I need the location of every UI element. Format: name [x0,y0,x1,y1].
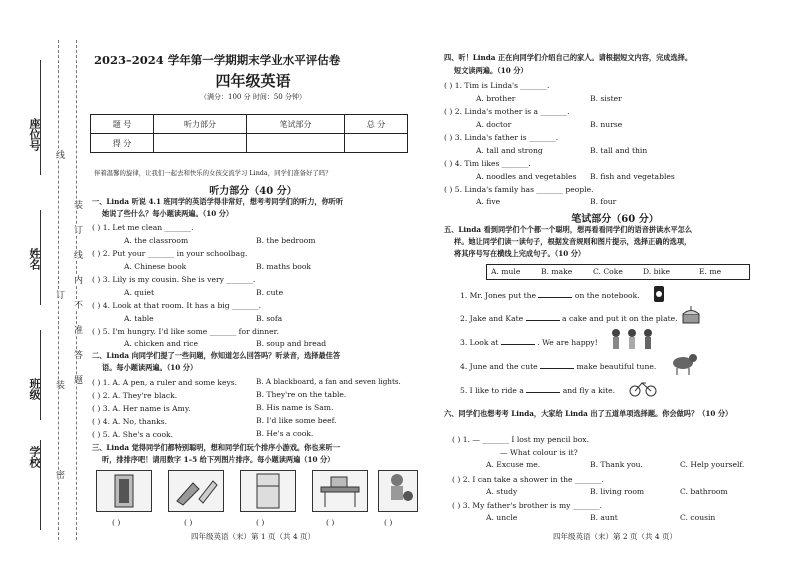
s1-q4[interactable]: ( ) 4. Look at that room. It has a big _______. [92,301,262,310]
left-page [88,0,418,561]
line-char-1: 线 [54,150,64,159]
s4-q5-a: A. five [476,197,501,206]
notice: 伴着温馨的旋律，让我们一起去和快乐的女孩交流学习 Linda，同学们准备好了吗？ [94,169,332,177]
option-d: D. bike [643,267,671,276]
line-char-3: 装 [54,380,64,389]
s5-item-2-pre: 2. Jake and Kate [460,314,524,323]
s1-q3[interactable]: ( ) 3. Lily is my cousin. She is very _______. [92,275,256,284]
picture-door [96,470,152,512]
s1-heading-2: 她说了些什么？每小题读两遍。（10 分） [102,209,234,218]
s4-q1-b: B. sister [590,94,622,103]
name-label: 姓名 [28,248,41,270]
line-char-4: 密 [54,470,64,479]
s6-heading: 六、同学们也想考考 Linda，大家给 Linda 出了五道单项选择题。你会做吗？（10 分） [444,409,733,418]
s2-q5[interactable]: ( ) 5. A. She's a cook. [92,430,174,439]
option-e: E. me [699,267,722,276]
s5-item-4-pre: 4. June and the cute [460,362,538,371]
s3-bracket-1[interactable]: ( ) [112,518,121,527]
picture-boy-ball [378,470,418,512]
s6-q2[interactable]: ( ) 2. I can take a shower in the _______. [452,475,604,484]
s4-q2[interactable]: ( ) 2. Linda's mother is a _______. [444,107,570,116]
s1-q1-b: B. the bedroom [256,236,316,245]
s4-heading-1: 四、听！Linda 正在向同学们介绍自己的家人。请根据短文内容，完成选择。 [444,53,693,62]
s5-item-3 [460,337,598,348]
s6-q1-line2: — What colour is it? [500,448,578,457]
s6-q1-b: B. Thank you. [590,460,643,469]
seat-underline [40,60,41,175]
s4-q3[interactable]: ( ) 3. Linda's father is _______. [444,133,559,142]
picture-fridge [240,470,296,512]
s4-q3-a: A. tall and strong [476,146,543,155]
s4-q1-a: A. brother [476,94,516,103]
seal-char-3: 线 [72,250,82,259]
s6-q2-c: C. bathroom [680,487,728,496]
mule-icon [668,350,698,380]
exam-title: 2023–2024 学年第一学期期末学业水平评估卷 [94,53,341,67]
option-a: A. mule [491,267,521,276]
score-head-1: 题 号 [91,115,154,134]
score-head-3: 笔试部分 [247,115,345,134]
s1-q5-a: A. chicken and rice [124,339,199,348]
s5-heading-3: 将其序号写在横线上完成句子。（10 分） [454,249,586,258]
seal-char-2: 订 [72,225,82,234]
s6-q3-a: A. uncle [486,513,518,522]
s5-item-4-post: make beautiful tune. [576,362,657,371]
listening-header: 听力部分（40 分） [209,186,297,197]
s1-q3-b: B. cute [256,288,284,297]
s6-q1-c: C. Help yourself. [680,460,745,469]
s1-q5-b: B. soup and bread [256,339,327,348]
option-box [486,264,750,280]
binding-margin [0,0,88,561]
seal-char-7: 答 [72,350,82,359]
s4-q2-b: B. nurse [590,120,623,129]
s6-q1[interactable]: ( ) 1. — _______ I lost my pencil box. [452,435,589,444]
s6-q2-b: B. living room [590,487,645,496]
class-underline [40,330,41,420]
s5-item-5-blank[interactable] [526,385,560,393]
seal-char-6: 准 [72,325,82,334]
right-footer: 四年级英语（末）第 2 页（共 4 页） [552,532,678,541]
s1-q4-a: A. table [124,314,154,323]
s2-q3[interactable]: ( ) 3. A. Her name is Amy. [92,404,191,413]
s2-q5-b: B. He's a cook. [256,429,314,438]
s6-q3[interactable]: ( ) 3. My father's brother is my _______. [452,501,602,510]
s4-q5-b: B. four [590,197,617,206]
s2-q1[interactable]: ( ) 1. A. A pen, a ruler and some keys. [92,378,238,387]
seat-label: 座位号 [28,118,41,151]
s1-q3-a: A. quiet [124,288,155,297]
s5-item-4 [460,361,656,372]
score-total-cell[interactable] [345,134,408,153]
s4-q3-b: B. tall and thin [590,146,648,155]
children-icon [608,326,658,358]
option-b: B. make [541,267,573,276]
s3-bracket-3[interactable]: ( ) [256,518,265,527]
s5-item-5-post: and fly a kite. [562,386,616,395]
seal-line-inner [76,40,77,540]
s5-item-1-blank[interactable] [538,290,572,298]
s5-item-1-post: on the notebook. [574,291,640,300]
s5-heading-1: 五、Linda 看到同学们个个都一个聪明，想再看看同学们的语音拼读水平怎么 [444,225,693,234]
picture-hands [168,470,224,512]
s5-item-2-blank[interactable] [526,313,560,321]
exam-meta: （满分：100 分 时间：50 分钟） [200,93,306,101]
s1-q2-a: A. Chinese book [124,262,187,271]
s1-q5[interactable]: ( ) 5. I'm hungry. I'd like some _______ for dinner. [92,327,279,336]
s6-q1-a: A. Excuse me. [486,460,541,469]
line-char-2: 订 [54,290,64,299]
exam-subtitle: 四年级英语 [215,72,291,90]
s2-q2[interactable]: ( ) 2. A. They're black. [92,391,178,400]
s4-q4-a: A. noodles and vegetables [476,172,577,181]
school-label: 学校 [28,446,41,468]
s2-heading-2: 语。每小题读两遍。（10 分） [102,363,198,372]
s3-bracket-4[interactable]: ( ) [326,518,335,527]
s5-item-3-blank[interactable] [501,337,535,345]
s5-item-3-post: . We are happy! [537,338,598,347]
s4-q1[interactable]: ( ) 1. Tim is Linda's _______. [444,81,550,90]
s4-q2-a: A. doctor [476,120,512,129]
score-row-label: 得 分 [91,134,154,153]
s5-item-2 [460,313,678,324]
left-footer: 四年级英语（末）第 1 页（共 4 页） [190,532,316,541]
s3-heading-1: 三、Linda 觉得同学们都特别聪明，想和同学们玩个排序小游戏。你也来听一 [92,443,341,452]
s1-q1-a: A. the classroom [124,236,189,245]
s6-q3-b: B. aunt [590,513,618,522]
score-table [90,114,408,153]
s5-item-5 [460,385,615,396]
s6-q2-a: A. study [486,487,518,496]
s5-item-1-pre: 1. Mr. Jones put the [460,291,537,300]
s6-q3-c: C. cousin [680,513,716,522]
right-page [440,0,790,561]
score-listening-cell[interactable] [154,134,247,153]
s5-item-1 [460,290,640,301]
s5-item-4-blank[interactable] [540,361,574,369]
s5-item-5-pre: 5. I like to ride a [460,386,524,395]
score-head-2: 听力部分 [154,115,247,134]
seal-char-8: 题 [72,375,82,384]
coke-can-icon [652,284,666,308]
s4-q4-b: B. fish and vegetables [590,172,675,181]
score-head-4: 总 分 [345,115,408,134]
s1-q1[interactable]: ( ) 1. Let me clean _______. [92,223,194,232]
s4-q5[interactable]: ( ) 5. Linda's family has _______ people. [444,185,594,194]
s3-bracket-2[interactable]: ( ) [184,518,193,527]
s3-bracket-5[interactable]: ( ) [384,518,393,527]
s2-q4[interactable]: ( ) 4. A. No, thanks. [92,417,168,426]
s1-heading-1: 一、Linda 听说 4.1 班同学的英语学得非常好，想考考同学们的听力，你听听 [92,197,344,206]
s2-q1-b: B. A blackboard, a fan and seven lights. [256,377,401,386]
option-c: C. Coke [593,267,623,276]
s2-q2-b: B. They're on the table. [256,390,347,399]
school-underline [40,440,41,530]
name-underline [40,210,41,305]
seal-char-4: 内 [72,275,82,284]
bike-icon [628,376,658,402]
seal-char-1: 装 [72,200,82,209]
s4-q4[interactable]: ( ) 4. Tim likes _______. [444,159,531,168]
s1-q2[interactable]: ( ) 2. Put your _______ in your schoolbag. [92,249,248,258]
s5-item-2-post: a cake and put it on the plate. [562,314,678,323]
writing-header: 笔试部分（60 分） [571,214,659,225]
s2-q3-b: B. His name is Sam. [256,403,334,412]
class-label: 班级 [28,378,41,400]
s5-item-3-pre: 3. Look at [460,338,499,347]
score-writing-cell[interactable] [247,134,345,153]
s3-heading-2: 听，排排序吧！请用数字 1–5 给下列图片排序。每小题读两遍（10 分） [102,455,335,464]
s4-heading-2: 短文读两遍。（10 分） [454,66,528,75]
seal-char-5: 不 [72,300,82,309]
s1-q2-b: B. maths book [256,262,311,271]
cake-icon [680,304,702,330]
s5-heading-2: 样。她让同学们读一读句子，根据发音规则和图片提示，选择正确的选项， [454,237,692,246]
s1-q4-b: B. sofa [256,314,283,323]
s2-q4-b: B. I'd like some beef. [256,416,337,425]
picture-desk [312,470,368,512]
s2-heading-1: 二、Linda 向同学们提了一些问题，你知道怎么回答吗？听录音，选择最佳答 [92,351,341,360]
